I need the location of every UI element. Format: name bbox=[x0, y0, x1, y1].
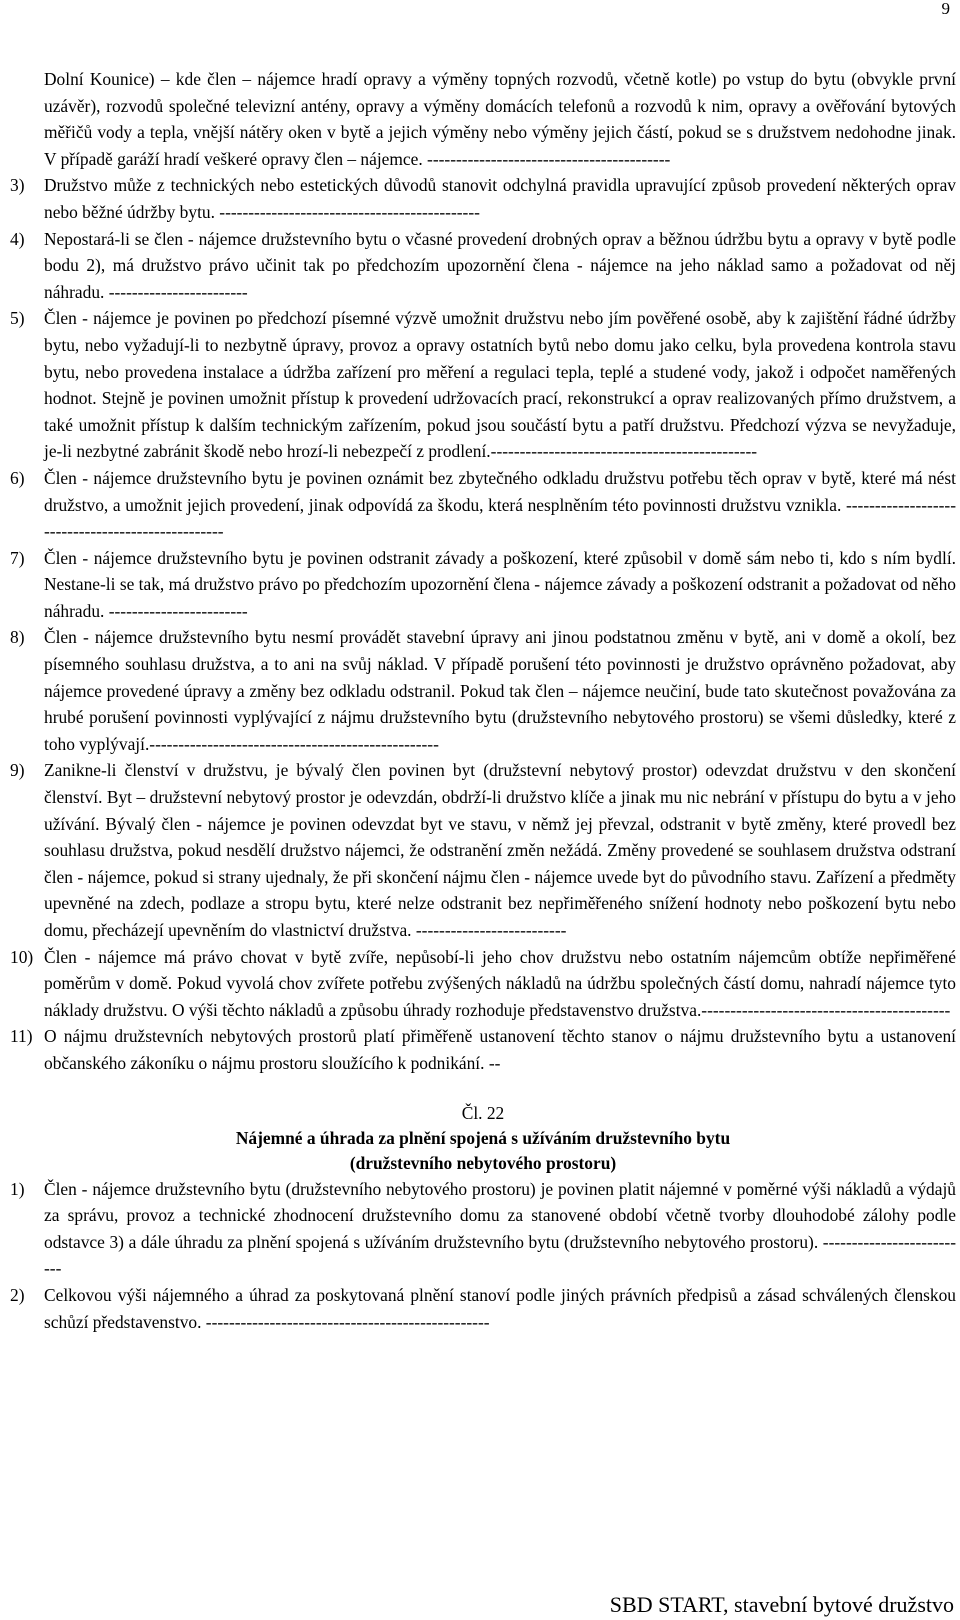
paragraph-number: 9) bbox=[10, 760, 25, 781]
paragraph-text: Zanikne-li členství v družstvu, je bývalý člen povinen byt (družstevní nebytový prostor) odevzdat družstvu v den skončení členství. Byt – družstevní nebytový prostor je odevzdán, obdrží-li družstvo klíče a jinak mu nic nebrání v přístupu do bytu a v jeho užívání. Bývalý člen - nájemce je povinen odevzdat byt ve stavu, v němž jej převzal, odstranit v bytě změny, které provedl bez souhlasu družstva, pokud nesdělí družstvo nájemci, že odstranění změn nežádá. Změny provedené se souhlasem družstva odstraní člen - nájemce, pokud si strany ujednaly, že při skončení nájmu člen - nájemce uvede byt do původního stavu. Zařízení a předměty upevněné na zdech, podlaze a stropu bytu, které nelze odstranit bez nepřiměřeného snížení hodnoty nebo poškození bytu nebo domu, přecházejí upevněním do vlastnictví družstva. -------------------------- bbox=[44, 760, 956, 940]
document-body bbox=[10, 66, 956, 1335]
paragraph-text: Družstvo může z technických nebo estetických důvodů stanovit odchylná pravidla upravující způsob provedení některých oprav nebo běžné údržby bytu. --------------------------------------------- bbox=[44, 175, 956, 222]
paragraph-text: Člen - nájemce je povinen po předchozí písemné výzvě umožnit družstvu nebo jím pověřené osobě, aby k zajištění řádné údržby bytu, nebo vyžadují-li to nezbytně úpravy, provoz a opravy ostatních bytů nebo domu jako celku, byla provedena kontrola stavu bytu, nebo provedena instalace a údržba zařízení pro měření a regulaci tepla, teplé a studené vody, jakož i odpočet naměřených hodnot. Stejně je povinen umožnit přístup k provedení udržovacích prací, rekonstrukcí a oprav realizovaných přímo družstvem, a také umožnit přístup k dalším technickým zařízením, pokud jsou součástí bytu a patří družstvu. Předchozí výzva se nevyžaduje, je-li nezbytné zabránit škodě nebo hrozí-li nebezpečí z prodlení.---------------------------------------------- bbox=[44, 308, 956, 462]
paragraph-3 bbox=[10, 172, 956, 225]
paragraph-text: Celkovou výši nájemného a úhrad za poskytovaná plnění stanoví podle jiných právních předpisů a zásad schválených členskou schůzí představenstvo. ------------------------------------------------- bbox=[44, 1284, 956, 1332]
paragraph-9 bbox=[10, 757, 956, 943]
paragraph-number: 5) bbox=[10, 308, 25, 329]
paragraph-text: Člen - nájemce družstevního bytu je povinen oznámit bez zbytečného odkladu družstvu potřebu těch oprav v bytě, které má nést družstvo, a umožnit jejich provedení, jinak odpovídá za škodu, která nesplněním této povinnosti družstvu vznikla. -------------------------------------------------- bbox=[44, 467, 956, 542]
paragraph-number: 3) bbox=[10, 175, 25, 196]
paragraph-number: 10) bbox=[10, 946, 34, 967]
paragraph-number: 11) bbox=[10, 1026, 33, 1047]
paragraph-number: 1) bbox=[10, 1178, 25, 1199]
paragraph-number: 6) bbox=[10, 467, 25, 488]
paragraph-text: Dolní Kounice) – kde člen – nájemce hradí opravy a výměny topných rozvodů, včetně kotle) po vstup do bytu (obvykle první uzávěr), rozvodů společné televizní antény, opravy a výměny domácích telefonů a rozvodů k nim, opravy a ověřování bytových měřičů vody a tepla, vnější nátěry oken v bytě a jejich výměny nebo výměny jejich částí, pokud se s družstvem nedohodne jinak. V případě garáží hradí veškeré opravy člen – nájemce. ------------------------------------------ bbox=[44, 69, 956, 169]
article-title-line-2: (družstevního nebytového prostoru) bbox=[349, 1152, 617, 1173]
paragraph-number: 7) bbox=[10, 547, 25, 568]
paragraph-text: Člen - nájemce družstevního bytu (družstevního nebytového prostoru) je povinen platit nájemné v poměrné výši nákladů a výdajů za správu, provoz a technické zhodnocení družstevního domu za stanovené období včetně tvorby dlouhodobé zálohy podle odstavce 3) a dále úhradu za plnění spojená s užíváním družstevního bytu (družstevního nebytového prostoru). -------------------------- bbox=[44, 1178, 956, 1279]
paragraph-6 bbox=[10, 465, 956, 545]
page-number: 9 bbox=[941, 0, 950, 18]
paragraph-number: 8) bbox=[10, 627, 25, 648]
paragraph-5 bbox=[10, 305, 956, 465]
paragraph-10 bbox=[10, 944, 956, 1024]
paragraph-number: 4) bbox=[10, 228, 25, 249]
article-title-line-1: Nájemné a úhrada za plnění spojená s užíváním družstevního bytu bbox=[235, 1127, 731, 1148]
article-paragraph-1 bbox=[10, 1176, 956, 1282]
paragraph-number: 2) bbox=[10, 1284, 25, 1305]
paragraph-text: Člen - nájemce družstevního bytu nesmí provádět stavební úpravy ani jinou podstatnou změnu v bytě, ani v domě a okolí, bez písemného souhlasu družstva, a to ani na svůj náklad. V případě porušení této povinnosti je družstvo oprávněno požadovat, aby nájemce provedené úpravy a změny bez odkladu odstranil. Pokud tak člen – nájemce neučiní, bude tato skutečnost považována za hrubé porušení povinnosti vyplývající z nájmu družstevního bytu (družstevního nebytového prostoru) se všemi důsledky, které z toho vyplývají.-------------------------------------------------- bbox=[44, 627, 956, 754]
article-paragraph-2 bbox=[10, 1282, 956, 1335]
paragraph-text: Člen - nájemce družstevního bytu je povinen odstranit závady a poškození, které způsobil v domě sám nebo ti, kdo s ním bydlí. Nestane-li se tak, má družstvo právo po předchozím upozornění člena - nájemce závady a poškození odstranit a požadovat od něho náhradu. ------------------------ bbox=[44, 547, 956, 621]
article-header bbox=[10, 1101, 956, 1176]
paragraph-text: O nájmu družstevních nebytových prostorů platí přiměřeně ustanovení těchto stanov o nájmu družstevního bytu a ustanovení občanského zákoníku o nájmu prostoru sloužícího k podnikání. -- bbox=[44, 1026, 956, 1073]
paragraph-7 bbox=[10, 545, 956, 625]
paragraph-8 bbox=[10, 624, 956, 757]
paragraph-4 bbox=[10, 226, 956, 306]
paragraph-11 bbox=[10, 1023, 956, 1076]
article-number: Čl. 22 bbox=[461, 1102, 505, 1123]
paragraph-text: Člen - nájemce má právo chovat v bytě zvíře, nepůsobí-li jeho chov družstvu nebo ostatním nájemcům obtíže nepřiměřené poměrům v domě. Pokud vyvolá chov zvířete potřebu zvýšených nákladů na údržbu společných částí domu, nahradí nájemce tyto náklady družstvu. O výši těchto nákladů a způsobu úhrady rozhoduje představenstvo družstva.------------------------------------------- bbox=[44, 946, 956, 1020]
page-footer: SBD START, stavební bytové družstvo bbox=[609, 1592, 954, 1617]
intro-paragraph bbox=[10, 66, 956, 172]
paragraph-text: Nepostará-li se člen - nájemce družstevního bytu o včasné provedení drobných oprav a běžnou údržbu bytu a opravy v bytě podle bodu 2), má družstvo právo učinit tak po předchozím upozornění člena - nájemce na jeho náklad samo a požadovat od něj náhradu. ------------------------ bbox=[44, 228, 956, 302]
